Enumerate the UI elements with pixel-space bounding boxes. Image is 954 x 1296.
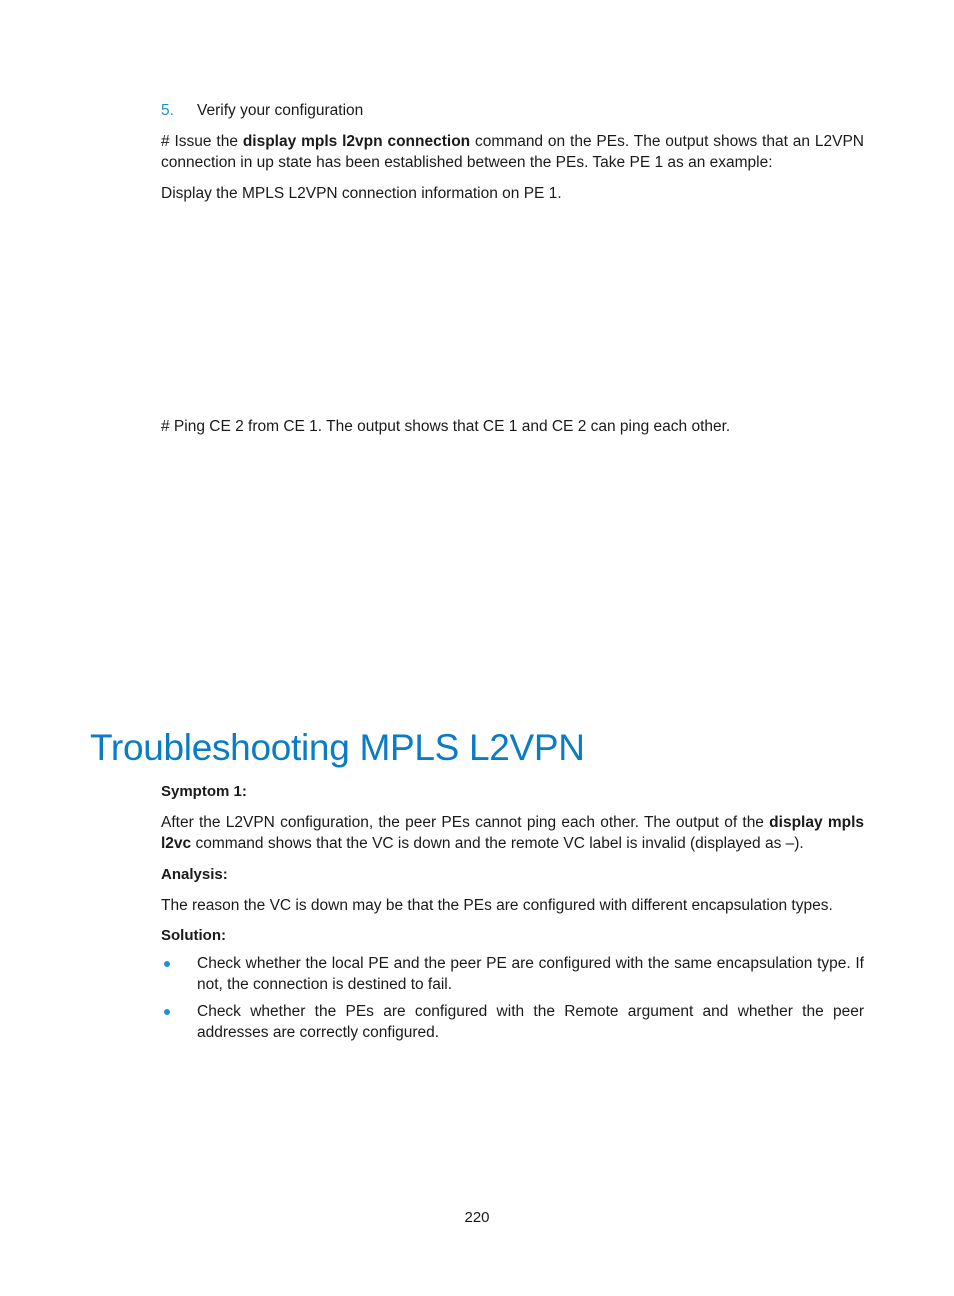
step-item	[161, 100, 174, 121]
solution-bullet-1: Check whether the local PE and the peer PE are configured with the same encapsulation type. If not, the connection is destined to fail.	[197, 955, 864, 993]
step-number: 5.	[161, 102, 174, 119]
verify-p1-prefix: # Issue the	[161, 133, 243, 150]
symptom-paragraph	[161, 812, 864, 854]
verify-paragraph-3: # Ping CE 2 from CE 1. The output shows that CE 1 and CE 2 can ping each other.	[161, 418, 731, 435]
analysis-label: Analysis:	[161, 866, 228, 883]
symptom-prefix: After the L2VPN configuration, the peer PEs cannot ping each other. The output of the	[161, 814, 770, 831]
solution-label: Solution:	[161, 927, 226, 944]
verify-paragraph-2: Display the MPLS L2VPN connection information on PE 1.	[161, 185, 562, 202]
bullet-icon	[164, 1009, 170, 1015]
symptom-label: Symptom 1:	[161, 783, 247, 800]
solution-bullet-2: Check whether the PEs are configured with the Remote argument and whether the peer addresses are correctly configured.	[197, 1003, 864, 1041]
symptom-suffix: command shows that the VC is down and the remote VC label is invalid (displayed as –).	[191, 835, 804, 852]
analysis-paragraph: The reason the VC is down may be that the PEs are configured with different encapsulation types.	[161, 897, 833, 914]
page-number: 220	[464, 1209, 490, 1226]
step-title: Verify your configuration	[197, 102, 364, 119]
verify-p1-suffix: command on the PEs. The output shows that an L2VPN connection in up state has been established between the PEs. Take PE 1 as an example:	[161, 133, 864, 171]
verify-paragraph-1	[161, 131, 864, 173]
command-display-mpls-l2vpn-connection: display mpls l2vpn connection	[242, 133, 471, 150]
section-title: Troubleshooting MPLS L2VPN	[90, 727, 585, 768]
command-display-mpls-l2vc: display mpls l2vc	[161, 814, 864, 852]
bullet-icon	[164, 961, 170, 967]
